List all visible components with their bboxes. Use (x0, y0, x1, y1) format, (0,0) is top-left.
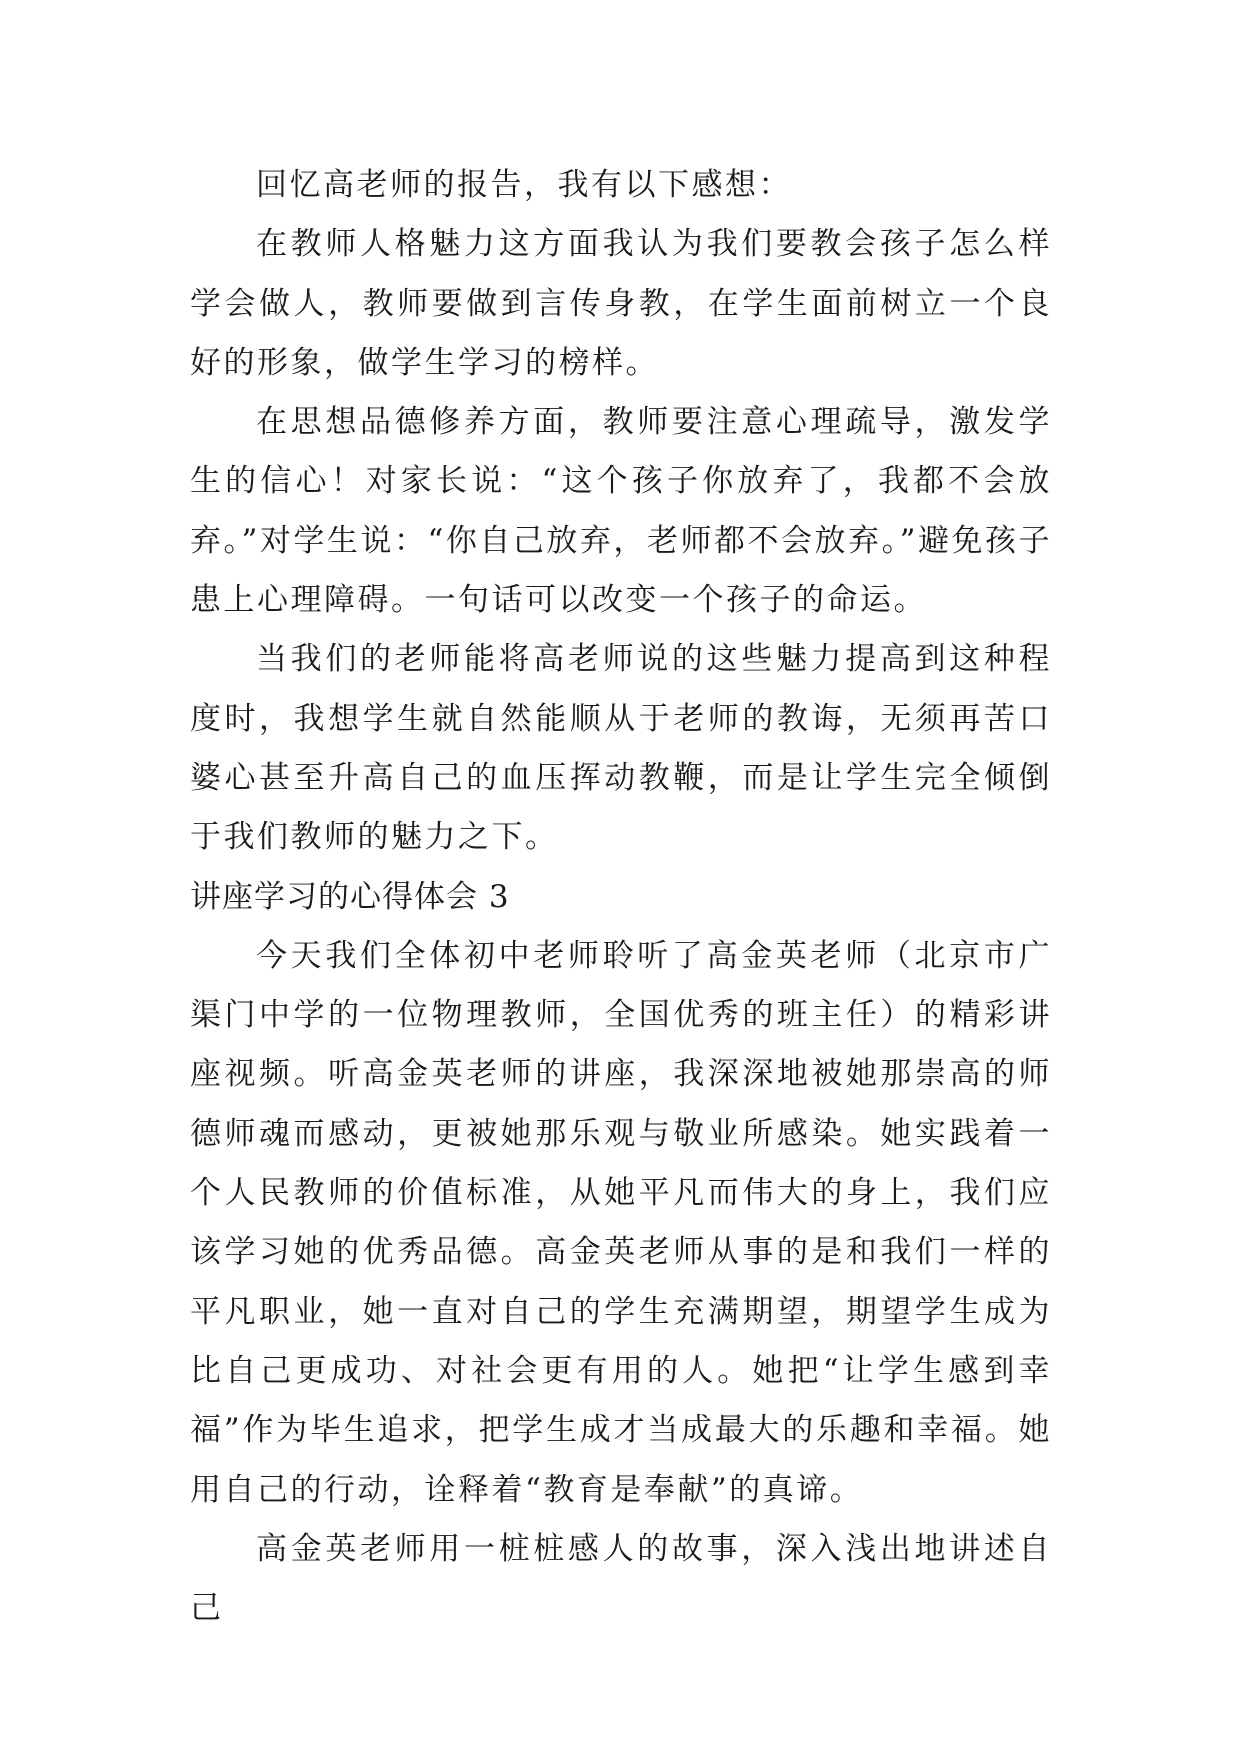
section-heading: 讲座学习的心得体会 3 (190, 878, 510, 915)
document-page (190, 156, 1052, 1638)
paragraph-lecture-stories: 高金英老师用一桩桩感人的故事，深入浅出地讲述自己 (190, 1530, 1052, 1627)
paragraph-moral-cultivation: 在思想品德修养方面，教师要注意心理疏导，激发学生的信心！对家长说：“这个孩子你放弃了，我都不会放弃。”对学生说：“你自己放弃，老师都不会放弃。”避免孩子患上心理障碍。一句话可以改变一个孩子的命运。 (190, 404, 1052, 619)
paragraph-lecture-intro: 今天我们全体初中老师聆听了高金英老师（北京市广渠门中学的一位物理教师，全国优秀的班主任）的精彩讲座视频。听高金英老师的讲座，我深深地被她那崇高的师德师魂而感动，更被她那乐观与敬业所感染。她实践着一个人民教师的价值标准，从她平凡而伟大的身上，我们应该学习她的优秀品德。高金英老师从事的是和我们一样的平凡职业，她一直对自己的学生充满期望，期望学生成为比自己更成功、对社会更有用的人。她把“让学生感到幸福”作为毕生追求，把学生成才当成最大的乐趣和幸福。她用自己的行动，诠释着“教育是奉献”的真谛。 (190, 937, 1052, 1508)
paragraph-recollection: 回忆高老师的报告，我有以下感想： (256, 167, 792, 203)
paragraph-teacher-charisma: 在教师人格魅力这方面我认为我们要教会孩子怎么样学会做人，教师要做到言传身教，在学生面前树立一个良好的形象，做学生学习的榜样。 (190, 226, 1052, 381)
paragraph-conclusion: 当我们的老师能将高老师说的这些魅力提高到这种程度时，我想学生就自然能顺从于老师的教诲，无须再苦口婆心甚至升高自己的血压挥动教鞭，而是让学生完全倾倒于我们教师的魅力之下。 (190, 641, 1052, 856)
